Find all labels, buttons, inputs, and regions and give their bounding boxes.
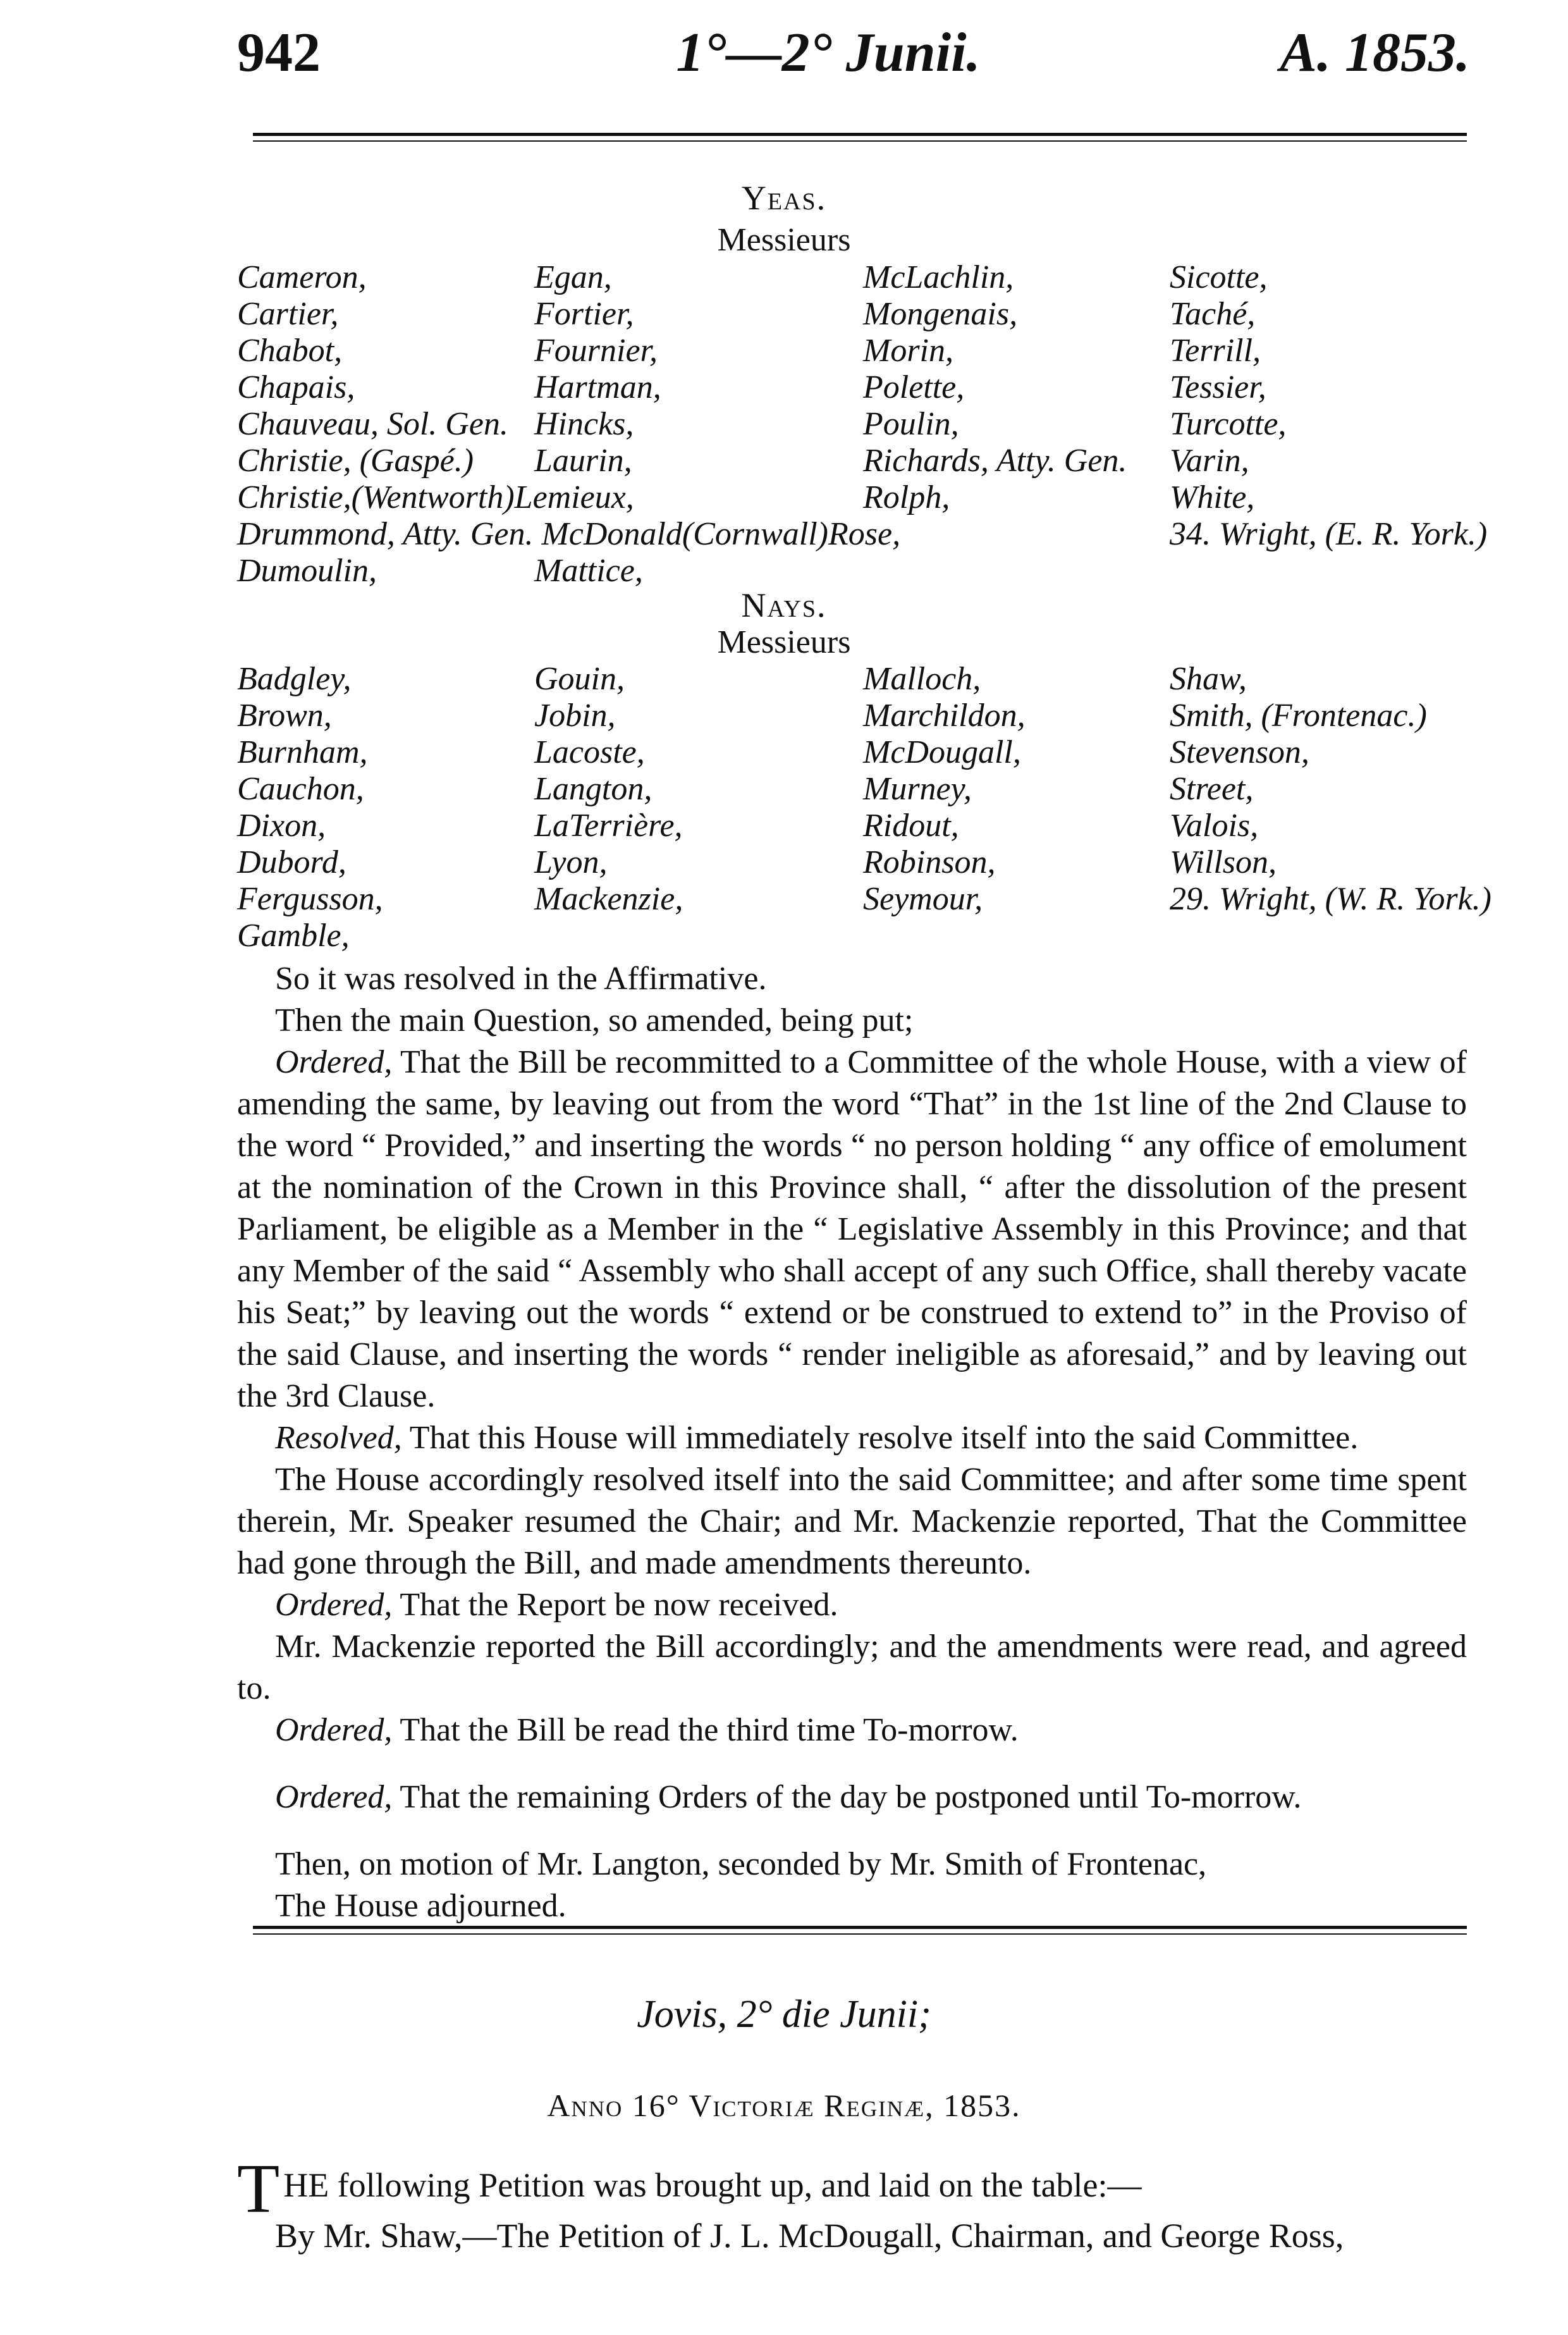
- member-name: Robinson,: [863, 844, 996, 880]
- member-name: Laurin,: [534, 443, 632, 479]
- member-name: Dumoulin,: [237, 553, 377, 589]
- member-name: Jobin,: [534, 698, 616, 734]
- member-name: McLachlin,: [863, 259, 1014, 295]
- member-name: Rolph,: [863, 479, 950, 515]
- running-date: 1°—2° Junii.: [676, 22, 981, 83]
- member-name: Mackenzie,: [534, 881, 683, 917]
- nays-heading: Nays.: [741, 586, 827, 624]
- member-row: [237, 808, 1476, 844]
- member-name: Cauchon,: [237, 771, 364, 807]
- member-name: Gamble,: [237, 918, 350, 954]
- member-name: Terrill,: [1170, 333, 1261, 369]
- paragraph: [237, 1710, 1467, 1751]
- member-name: Burnham,: [237, 734, 368, 770]
- member-name: Fournier,: [534, 333, 658, 369]
- member-name: Seymour,: [863, 881, 983, 917]
- member-row: [237, 443, 1476, 479]
- paragraph: The House adjourned.: [275, 1888, 567, 1924]
- member-name: Stevenson,: [1170, 734, 1309, 770]
- member-name: Egan,: [534, 259, 612, 295]
- member-name: Fortier,: [534, 296, 634, 332]
- paragraph-lead: Ordered,: [275, 1779, 393, 1815]
- yeas-heading: Yeas.: [741, 179, 827, 217]
- member-name: LaTerrière,: [534, 808, 683, 844]
- member-name: Gouin,: [534, 661, 625, 697]
- member-name: Chauveau, Sol. Gen.: [237, 406, 508, 442]
- member-name: 29. Wright, (W. R. York.): [1170, 881, 1491, 917]
- paragraph-lead: Resolved,: [275, 1420, 402, 1456]
- paragraph: [237, 1042, 1467, 1417]
- petition-intro-text: HE following Petition was brought up, and laid on the table:—: [283, 2166, 1142, 2204]
- member-name: Brown,: [237, 698, 332, 734]
- member-name: White,: [1170, 479, 1255, 515]
- member-name: Taché,: [1170, 296, 1256, 332]
- page-number: 942: [237, 22, 321, 83]
- member-name: Mongenais,: [863, 296, 1018, 332]
- member-name: Cameron,: [237, 259, 367, 295]
- paragraph: So it was resolved in the Affirmative.: [275, 961, 767, 997]
- member-name: Smith, (Frontenac.): [1170, 698, 1427, 734]
- member-name: Street,: [1170, 771, 1254, 807]
- member-row: [237, 406, 1476, 443]
- nays-list: [237, 661, 1491, 954]
- member-name: Richards, Atty. Gen.: [863, 443, 1127, 479]
- member-name: Marchildon,: [863, 698, 1026, 734]
- member-name: Valois,: [1170, 808, 1259, 844]
- member-name: Tessier,: [1170, 369, 1266, 405]
- paragraph-lead: Ordered,: [275, 1712, 393, 1748]
- proceedings-text: [237, 958, 1467, 1927]
- member-row: [237, 479, 1476, 516]
- member-row: [237, 844, 1476, 881]
- member-name: Langton,: [534, 771, 652, 807]
- section-rule-thin: [253, 1933, 1467, 1935]
- member-row: [237, 553, 1476, 589]
- member-name: 34. Wright, (E. R. York.): [1170, 516, 1488, 552]
- paragraph: Mr. Mackenzie reported the Bill accordingly; and the amendments were read, and agreed to.: [237, 1629, 1467, 1706]
- paragraph: Then the main Question, so amended, being put;: [275, 1002, 914, 1038]
- member-row: [237, 516, 1488, 553]
- header-rule-thin: [253, 140, 1467, 142]
- yeas-subheading: Messieurs: [717, 222, 851, 258]
- member-name: Sicotte,: [1170, 259, 1268, 295]
- running-year: A. 1853.: [1280, 22, 1470, 83]
- paragraph-lead: Ordered,: [275, 1587, 393, 1623]
- paragraph: [237, 1584, 1467, 1626]
- member-name: Hartman,: [534, 369, 661, 405]
- paragraph-text: That the Bill be recommitted to a Committee of the whole House, with a view of amending the same, by leaving out from the word “That” in the 1st line of the 2nd Clause to the word “ Provided,” and inserting the words “ no person holding “ any office of emolument at the nomination of the Crown in this Province shall, “ after the dissolution of the present Parliament, be eligible as a Member in the “ Legislative Assembly in this Province; and that any Member of the said “ Assembly who shall accept of any such Office, shall thereby vacate his Seat;” by leaving out the words “ extend or be construed to extend to” in the Proviso of the said Clause, and inserting the words “ render ineligible as aforesaid,” and by leaving out the 3rd Clause.: [237, 1044, 1467, 1414]
- member-name: Hincks,: [534, 406, 634, 442]
- paragraph: Then, on motion of Mr. Langton, seconded by Mr. Smith of Frontenac,: [275, 1846, 1207, 1882]
- member-name: Cartier,: [237, 296, 339, 332]
- member-name: Polette,: [863, 369, 965, 405]
- member-name: Ridout,: [863, 808, 959, 844]
- member-row: [237, 369, 1476, 406]
- sitting-day: Jovis, 2° die Junii;: [637, 1993, 931, 2036]
- member-name: Dixon,: [237, 808, 326, 844]
- member-name: Shaw,: [1170, 661, 1247, 697]
- member-row: [237, 333, 1476, 369]
- member-name: Varin,: [1170, 443, 1249, 479]
- paragraph-text: That the Bill be read the third time To-morrow.: [392, 1712, 1019, 1748]
- member-name: Morin,: [863, 333, 953, 369]
- sitting-regnal-year: Anno 16° Victoriæ Reginæ, 1853.: [547, 2088, 1021, 2123]
- member-row: [237, 918, 1476, 954]
- member-row: [237, 698, 1476, 734]
- paragraph: The House accordingly resolved itself into the said Committee; and after some time spent therein, Mr. Speaker resumed the Chair; and Mr. Mackenzie reported, That the Committee had gone through the Bill, and made amendments thereunto.: [237, 1462, 1467, 1581]
- paragraph-text: That the Report be now received.: [392, 1587, 838, 1623]
- paragraph: [237, 1417, 1467, 1459]
- paragraph-text: That this House will immediately resolve itself into the said Committee.: [401, 1420, 1359, 1456]
- member-name: Lyon,: [534, 844, 608, 880]
- member-name: Christie,(Wentworth)Lemieux,: [237, 479, 634, 515]
- member-row: [237, 259, 1476, 296]
- member-name: Christie, (Gaspé.): [237, 443, 474, 479]
- paragraph-lead: Ordered,: [275, 1044, 393, 1080]
- member-name: Mattice,: [534, 553, 643, 589]
- member-row: [237, 296, 1476, 333]
- member-row: [237, 661, 1476, 698]
- paragraph-text: That the remaining Orders of the day be postponed until To-morrow.: [392, 1779, 1302, 1815]
- member-name: Turcotte,: [1170, 406, 1287, 442]
- member-name: McDougall,: [863, 734, 1021, 770]
- nays-subheading: Messieurs: [717, 624, 851, 660]
- header-rule-thick: [253, 133, 1467, 136]
- member-name: Badgley,: [237, 661, 352, 697]
- drop-cap: T: [237, 2150, 280, 2227]
- member-name: Willson,: [1170, 844, 1277, 880]
- member-name: Drummond, Atty. Gen. McDonald(Cornwall)Rose,: [237, 516, 901, 552]
- member-name: Malloch,: [863, 661, 981, 697]
- member-row: [237, 881, 1491, 918]
- member-name: Lacoste,: [534, 734, 645, 770]
- member-name: Fergusson,: [237, 881, 383, 917]
- member-name: Murney,: [863, 771, 972, 807]
- member-name: Chapais,: [237, 369, 355, 405]
- yeas-list: [237, 259, 1488, 589]
- petition-intro: [237, 2150, 1467, 2227]
- member-name: Dubord,: [237, 844, 346, 880]
- member-row: [237, 771, 1476, 808]
- paragraph: [237, 1777, 1467, 1818]
- petition-text: [237, 2150, 1467, 2258]
- member-name: Chabot,: [237, 333, 343, 369]
- member-name: Poulin,: [863, 406, 959, 442]
- petition-line: By Mr. Shaw,—The Petition of J. L. McDougall, Chairman, and George Ross,: [275, 2217, 1344, 2255]
- member-row: [237, 734, 1476, 771]
- section-rule-thick: [253, 1926, 1467, 1929]
